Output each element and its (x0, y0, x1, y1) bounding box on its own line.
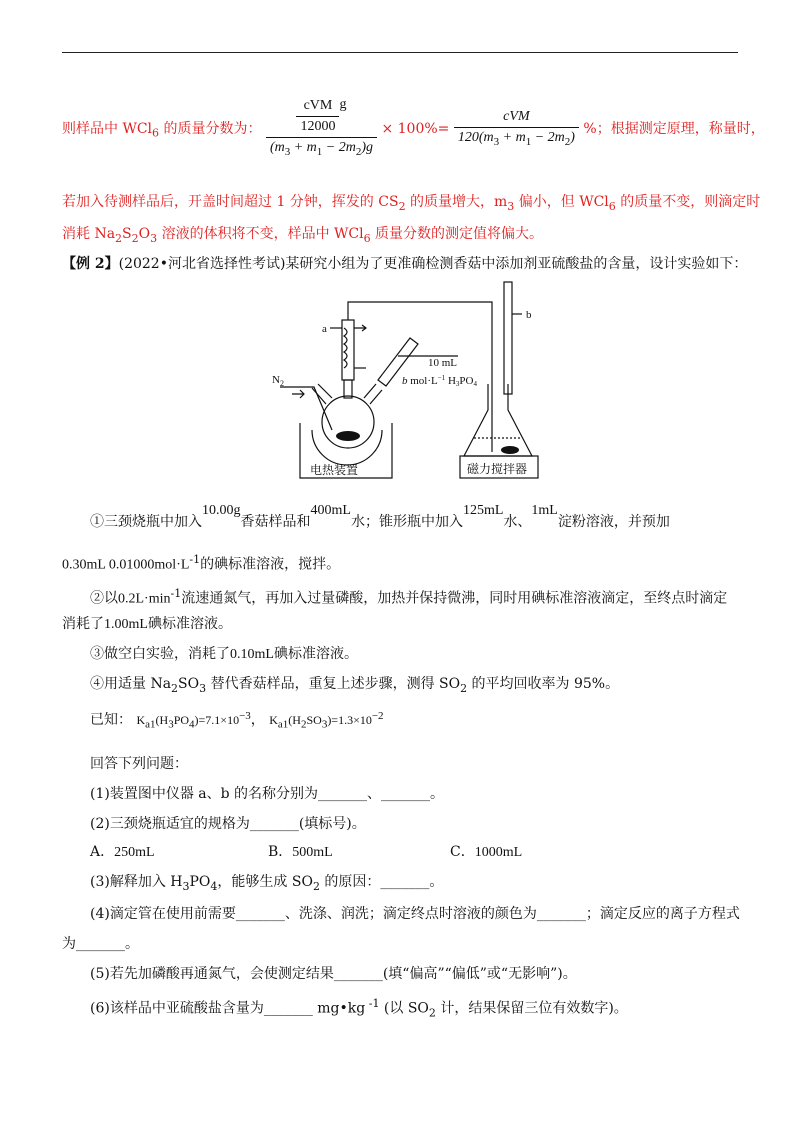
conc-s4: 4 (473, 380, 477, 388)
text: )=7.1×10 (194, 713, 240, 727)
sup: -1 (170, 587, 182, 600)
question-6 (90, 994, 628, 1023)
quantity: 1.00mL (104, 617, 148, 632)
conc-s3: 3 (455, 380, 460, 388)
formula-tail: %；根据测定原理，称量时， (583, 120, 765, 137)
text: 淀粉溶液，并预加 (557, 514, 670, 530)
sub: 2 (312, 879, 320, 893)
text: (以 SO (379, 1000, 429, 1017)
sub: 6 (363, 231, 371, 245)
sub: 3 (507, 199, 515, 213)
example-text: (2022•河北省选择性考试)某研究小组为了更准确检测香菇中添加剂亚硫酸盐的含量，设计实验如下： (118, 256, 748, 272)
den-part: ) (570, 129, 575, 145)
sup: −3 (239, 710, 251, 722)
text: ④用适量 Na (90, 676, 172, 692)
sup: -1 (365, 997, 380, 1010)
flask-center-neck (344, 380, 352, 398)
flask-left-neck (312, 384, 332, 404)
text: (6)该样品中亚硫酸盐含量为_______ mg•kg (90, 1000, 366, 1017)
n2-arrow (292, 390, 304, 398)
sub: 3 (168, 718, 174, 731)
text: ②以 (90, 590, 118, 607)
fraction-1-numerator (266, 96, 377, 137)
conc-h: H (445, 375, 456, 387)
condenser-coil (344, 328, 347, 368)
quantity: 400mL (310, 503, 351, 518)
sub: 3 (493, 135, 500, 148)
text: )=1.3×10 (327, 713, 372, 727)
times-100: × 100%= (381, 120, 450, 137)
text: 流速通氮气，再加入过量磷酸，加热并保持微沸，同时用碘标准溶液滴定，至终点时滴定 (181, 590, 728, 607)
sub: 2 (300, 718, 307, 731)
text: 的质量增大，m (405, 194, 508, 210)
text: O (138, 226, 151, 242)
k: K (269, 713, 278, 727)
sub: 2 (428, 1006, 436, 1020)
mushroom-sample (336, 431, 360, 441)
text: 替代香菇样品，重复上述步骤，测得 SO (206, 676, 461, 692)
step-3 (90, 644, 358, 665)
question-2: (2)三颈烧瓶适宜的规格为_______(填标号)。 (90, 816, 366, 832)
n2-tube (280, 387, 332, 430)
text: 已知： (90, 712, 132, 728)
text: (H (288, 713, 301, 727)
sub: 4 (210, 879, 218, 893)
fraction-2-numerator: cVM (454, 107, 579, 128)
text: 的质量不变，则滴定时 (615, 194, 761, 210)
text: 碘标准溶液。 (273, 646, 358, 662)
option-b: 500mL (292, 845, 333, 860)
option-b-label: B． (268, 844, 293, 860)
red-line-2 (62, 224, 543, 249)
formula-lead: 则样品中 WCl (62, 120, 153, 137)
formula-line (62, 96, 765, 162)
question-1: (1)装置图中仪器 a、b 的名称分别为_______、_______。 (90, 786, 445, 802)
text: S (122, 226, 132, 242)
connecting-tube (348, 302, 492, 325)
label-heater: 电热装置 (310, 463, 359, 477)
den-part: )g (361, 140, 374, 155)
text: 碘标准溶液。 (147, 616, 232, 632)
fraction-1 (266, 96, 377, 162)
text: 的原因：_______。 (319, 874, 444, 890)
flask-right-neck (364, 384, 382, 404)
option-c-wrap (450, 842, 522, 863)
text: 消耗了 (62, 616, 104, 632)
sub: 3 (284, 145, 291, 158)
den-part: − 2m (322, 140, 356, 155)
option-a-label: A． (90, 844, 115, 860)
unit-g: g (339, 96, 347, 112)
n2-sub: 2 (279, 379, 284, 388)
text: 水；锥形瓶中加入 (350, 514, 463, 530)
text: SO (178, 676, 200, 692)
condenser-outlet (354, 325, 366, 331)
label-stirrer: 磁力搅拌器 (467, 462, 528, 476)
question-4-cont: 为_______。 (62, 936, 139, 952)
text: ③做空白实验，消耗了 (90, 646, 230, 662)
text: 计，结果保留三位有效数字)。 (435, 1000, 628, 1017)
text: 溶液的体积将不变，样品中 WCl (157, 226, 364, 242)
sub: 2 (564, 135, 571, 148)
label-concentration (402, 374, 477, 388)
label-b: b (526, 309, 532, 321)
step-2 (90, 584, 727, 610)
sub: 3 (199, 681, 207, 695)
label-n2 (272, 374, 284, 388)
condenser-a (342, 320, 354, 380)
ka1-h2so3 (269, 710, 384, 731)
text: 质量分数的测定值将偏大。 (370, 226, 544, 242)
text: ①三颈烧瓶中加入 (90, 514, 202, 530)
sub: 2 (131, 231, 139, 245)
quantity: 0.10mL (230, 647, 274, 662)
sub: 3 (150, 231, 158, 245)
n2-text: N (272, 374, 280, 386)
option-b-wrap (268, 842, 333, 863)
sub: 2 (398, 199, 406, 213)
sub: a1 (277, 718, 289, 731)
text: 的平均回收率为 95%。 (467, 676, 620, 692)
conc-unit: mol·L (407, 375, 438, 387)
text: SO (306, 713, 322, 727)
text: 香菇样品和 (240, 514, 311, 530)
quantity: 0.2L·min (118, 591, 171, 607)
step-4 (90, 674, 619, 699)
sub: 3 (182, 879, 190, 893)
den-part: − 2m (531, 129, 565, 145)
den-part: + m (499, 129, 526, 145)
question-2-options (90, 842, 523, 863)
step-1 (90, 503, 670, 533)
erlenmeyer-flask (464, 384, 532, 456)
question-3 (90, 872, 443, 897)
text: 水、 (503, 514, 532, 530)
text: ，能够生成 SO (217, 874, 313, 890)
sub: 2 (355, 145, 362, 158)
inner-den: 12000 (300, 119, 336, 134)
burette-b (504, 282, 512, 394)
sub: a1 (145, 718, 156, 731)
sup: -1 (189, 553, 201, 566)
sub: 6 (608, 199, 616, 213)
comma: ， (250, 712, 265, 728)
inner-num: cVM (296, 96, 339, 117)
option-c: 1000mL (474, 845, 523, 860)
text: 偏小，但 WCl (514, 194, 609, 210)
fraction-1-denominator (266, 137, 377, 162)
text: 消耗 Na (62, 226, 116, 242)
step-1-cont (62, 550, 340, 576)
quantity: 1mL (531, 503, 558, 518)
sub: 2 (171, 681, 179, 695)
option-c-label: C． (450, 844, 475, 860)
text: (3)解释加入 H (90, 874, 183, 890)
text: 的碘标准溶液，搅拌。 (200, 556, 341, 573)
text: (H (155, 713, 169, 727)
example-header (62, 254, 747, 274)
option-a: 250mL (114, 845, 155, 860)
question-4: (4)滴定管在使用前需要_______、洗涤、润洗；滴定终点时溶液的颜色为_______；滴定反应的离子方程式 (90, 906, 740, 922)
header-rule (62, 52, 738, 53)
label-volume: 10 mL (428, 357, 458, 369)
fraction-2-denominator (454, 128, 579, 152)
conc-po: PO (459, 375, 474, 387)
stir-bar (501, 446, 519, 454)
known-constants (90, 706, 384, 734)
den-part: (m (269, 140, 285, 155)
sub: 1 (525, 135, 532, 148)
sub: 6 (152, 126, 160, 140)
den-part: + m (290, 140, 317, 155)
k: K (136, 713, 146, 727)
step-2-cont (62, 614, 232, 635)
red-line-1 (62, 192, 760, 217)
label-a: a (322, 323, 327, 335)
sub: 2 (115, 231, 123, 245)
text: PO (189, 874, 211, 890)
sup: −2 (371, 710, 384, 722)
sub: 3 (321, 718, 328, 731)
sub: 1 (316, 145, 323, 158)
apparatus-figure (270, 280, 570, 485)
questions-intro: 回答下列问题： (90, 756, 188, 772)
formula-lead-tail: 的质量分数为： (159, 120, 262, 137)
text: 若加入待测样品后，开盖时间超过 1 分钟，挥发的 CS (62, 194, 399, 210)
fraction-2 (454, 107, 579, 152)
ka1-h3po4 (136, 710, 251, 731)
fraction-1-inner (296, 96, 339, 137)
conc-b: b (402, 375, 408, 387)
example-tag: 【例 2】 (62, 256, 119, 272)
quantity: 0.30mL 0.01000mol·L (62, 557, 190, 573)
question-5: (5)若先加磷酸再通氮气，会使测定结果_______(填“偏高”“偏低”或“无影响”)。 (90, 966, 577, 982)
den-part: 120(m (457, 129, 494, 145)
sub: 4 (189, 718, 195, 731)
quantity: 125mL (462, 503, 504, 518)
text: PO (173, 713, 190, 727)
conc-sup: −1 (437, 374, 446, 382)
sub: 2 (460, 681, 468, 695)
quantity: 10.00g (202, 503, 241, 518)
